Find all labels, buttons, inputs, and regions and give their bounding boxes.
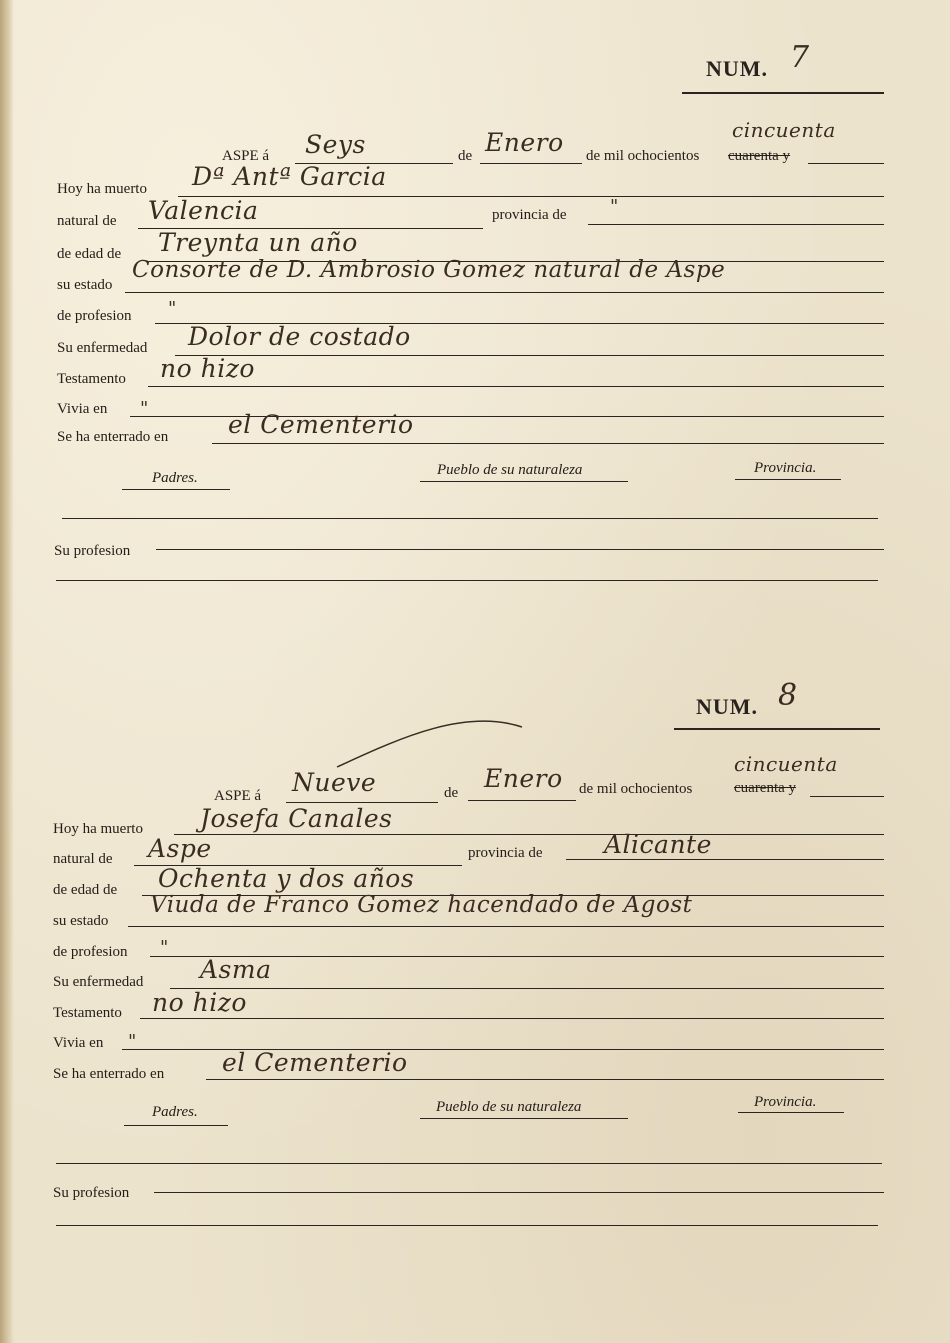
record-number-label: NUM. — [706, 56, 769, 81]
died-value: Dª Antª Garcia — [192, 162, 387, 191]
status-line — [128, 926, 884, 927]
number-underline — [682, 92, 884, 94]
de-label: de — [458, 148, 473, 164]
place-label: ASPE á — [222, 148, 270, 164]
age-label: de edad de — [57, 246, 122, 262]
illness-line — [175, 355, 884, 356]
parents-entry-line — [56, 1163, 882, 1164]
status-label: su estado — [57, 277, 113, 293]
lived-value: " — [128, 1031, 137, 1052]
year-struck: cuarenta y — [734, 780, 797, 796]
month-line — [480, 163, 582, 164]
province-col-underline — [738, 1112, 844, 1113]
their-profession-label: Su profesion — [54, 543, 131, 559]
province-value: " — [610, 196, 619, 217]
age-value: Ochenta y dos años — [158, 864, 415, 893]
month-line — [468, 800, 576, 801]
status-value: Consorte de D. Ambrosio Gomez natural de Aspe — [132, 257, 726, 283]
province-label: provincia de — [468, 845, 543, 861]
year-inserted: cincuenta — [734, 752, 838, 776]
page-edge — [0, 0, 14, 1343]
hometown-header: Pueblo de su naturaleza — [436, 1099, 582, 1115]
age-label: de edad de — [53, 882, 118, 898]
buried-line — [206, 1079, 884, 1080]
died-value: Josefa Canales — [200, 804, 393, 833]
province-value: Alicante — [604, 830, 712, 859]
testament-label: Testamento — [53, 1005, 122, 1021]
testament-value: no hizo — [152, 988, 247, 1017]
died-line — [178, 196, 884, 197]
province-col-header: Provincia. — [754, 1094, 817, 1110]
illness-value: Asma — [200, 955, 272, 984]
profession-value: " — [160, 937, 169, 958]
buried-label: Se ha enterrado en — [53, 1066, 165, 1082]
year-prefix: de mil ochocientos — [579, 781, 693, 797]
day-value: Seys — [305, 130, 366, 159]
record-number-value: 7 — [790, 40, 810, 75]
illness-label: Su enfermedad — [57, 340, 148, 356]
parents-header: Padres. — [152, 470, 198, 486]
buried-value: el Cementerio — [222, 1048, 408, 1077]
buried-value: el Cementerio — [228, 410, 414, 439]
province-line — [566, 859, 884, 860]
year-line — [808, 163, 884, 164]
closing-line — [56, 580, 878, 581]
illness-line — [170, 988, 884, 989]
closing-line — [56, 1225, 878, 1226]
status-line — [125, 292, 884, 293]
year-struck: cuarenta y — [728, 148, 791, 164]
province-col-underline — [735, 479, 841, 480]
hometown-underline — [420, 1118, 628, 1119]
hometown-underline — [420, 481, 628, 482]
lived-value: " — [140, 398, 149, 419]
testament-line — [140, 1018, 884, 1019]
province-line — [588, 224, 884, 225]
native-value: Aspe — [148, 834, 212, 863]
their-profession-line — [154, 1192, 884, 1193]
province-col-header: Provincia. — [754, 460, 817, 476]
parents-header: Padres. — [152, 1104, 198, 1120]
testament-value: no hizo — [160, 354, 255, 383]
buried-label: Se ha enterrado en — [57, 429, 169, 445]
status-label: su estado — [53, 913, 109, 929]
month-value: Enero — [484, 764, 563, 793]
pen-flourish — [332, 712, 532, 772]
age-value: Treynta un año — [158, 228, 358, 257]
profession-value: " — [168, 298, 177, 319]
month-value: Enero — [485, 128, 564, 157]
year-line — [810, 796, 884, 797]
parents-underline — [124, 1125, 228, 1126]
native-value: Valencia — [148, 196, 259, 225]
year-inserted: cincuenta — [732, 118, 836, 142]
profession-label: de profesion — [53, 944, 128, 960]
parents-entry-line — [62, 518, 878, 519]
de-label: de — [444, 785, 459, 801]
illness-label: Su enfermedad — [53, 974, 144, 990]
number-underline — [674, 728, 880, 730]
testament-line — [148, 386, 884, 387]
buried-line — [212, 443, 884, 444]
record-number-label: NUM. — [696, 694, 759, 719]
province-label: provincia de — [492, 207, 567, 223]
died-label: Hoy ha muerto — [57, 181, 147, 197]
died-line — [174, 834, 884, 835]
illness-value: Dolor de costado — [188, 322, 411, 351]
native-label: natural de — [53, 851, 113, 867]
status-value: Viuda de Franco Gomez hacendado de Agost — [150, 892, 693, 918]
profession-label: de profesion — [57, 308, 132, 324]
hometown-header: Pueblo de su naturaleza — [437, 462, 583, 478]
place-label: ASPE á — [214, 788, 262, 804]
lived-label: Vivia en — [57, 401, 108, 417]
lived-label: Vivia en — [53, 1035, 104, 1051]
parents-underline — [122, 489, 230, 490]
native-label: natural de — [57, 213, 117, 229]
record-number-value: 8 — [778, 678, 798, 713]
day-value: Nueve — [292, 768, 377, 797]
their-profession-line — [156, 549, 884, 550]
died-label: Hoy ha muerto — [53, 821, 143, 837]
year-prefix: de mil ochocientos — [586, 148, 700, 164]
testament-label: Testamento — [57, 371, 126, 387]
day-line — [286, 802, 438, 803]
their-profession-label: Su profesion — [53, 1185, 130, 1201]
